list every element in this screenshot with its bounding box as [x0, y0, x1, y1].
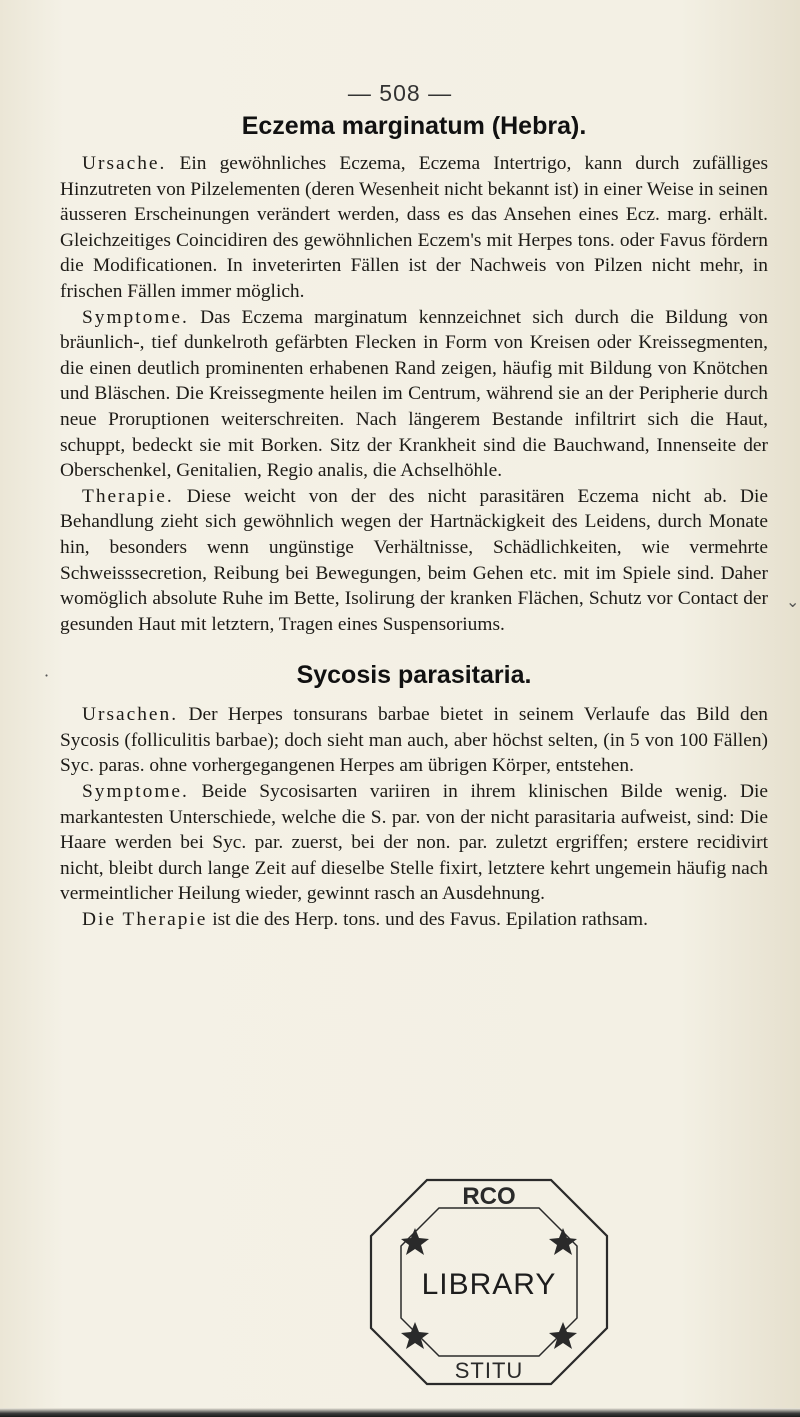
star-icon	[401, 1228, 429, 1255]
paragraph-lead: Symptome.	[82, 781, 189, 803]
paragraph-symptome	[60, 305, 768, 484]
star-icon	[549, 1228, 577, 1255]
paragraph-symptome-sycosis	[60, 779, 768, 907]
page-content	[60, 112, 768, 933]
section-title-sycosis-parasitaria: Sycosis parasitaria.	[296, 661, 532, 690]
paragraph-text: Der Herpes tonsurans barbae bietet in seinem Verlaufe das Bild den Sycosis (folliculitis barbae); doch sieht man auch, aber höchst selten, (in 5 von 100 Fällen) Syc. paras. ohne vorhergegangenen Herpes am übrigen Körper, entstehen.	[60, 704, 768, 777]
library-stamp	[355, 1162, 623, 1402]
page-number: — 508 —	[347, 80, 453, 106]
star-icon	[549, 1322, 577, 1349]
paragraph-text: Ein gewöhnliches Eczema, Eczema Intertrigo, kann durch zufälliges Hinzutreten von Pilzelementen (deren Wesenheit nicht bekannt ist) in einer Weise in seinen äusseren Erscheinungen verändert werden, dass es das Ansehen eines Ecz. marg. erhält. Gleichzeitiges Coincidiren des gewöhnlichen Eczem's mit Herpes tons. oder Favus fördern die Modificationen. In inveterirten Fällen ist der Nachweis von Pilzen nicht mehr, in frischen Fällen immer möglich.	[60, 153, 769, 302]
margin-mark: ⌄	[786, 592, 800, 611]
paragraph-ursache	[60, 151, 768, 305]
paragraph-lead: Symptome.	[82, 306, 189, 328]
paragraph-therapie-sycosis	[60, 907, 768, 933]
section-title-eczema-marginatum: Eczema marginatum (Hebra).	[241, 112, 587, 140]
paragraph-text: ist die des Herp. tons. und des Favus. Epilation rathsam.	[207, 909, 648, 931]
paragraph-lead: Die Therapie	[82, 909, 208, 931]
star-icon	[401, 1322, 429, 1349]
page-bottom-edge	[0, 1408, 800, 1417]
paragraph-text: Das Eczema marginatum kennzeichnet sich durch die Bildung von bräunlich-, tief dunkelroth gefärbten Flecken in Form von Kreisen oder Kreissegmenten, die einen deutlich prominenten erhabenen Rand zeigen, häufig mit Bildung von Knötchen und Bläschen. Die Kreissegmente heilen im Centrum, während sie an der Peripherie durch neue Proruptionen weiterschreiten. Nach längerem Bestande infiltrirt sich die Haut, schuppt, bedeckt sie mit Borken. Sitz der Krankheit sind die Bauchwand, Innenseite der Oberschenkel, Genitalien, Regio analis, die Achselhöhle.	[60, 306, 768, 482]
paragraph-lead: Ursache.	[82, 153, 167, 174]
paragraph-text: Diese weicht von der des nicht parasitären Eczema nicht ab. Die Behandlung zieht sich gewöhnlich wegen der Hartnäckigkeit des Leidens, durch Monate hin, besonders wenn ungünstige Verhältnisse, Schädlichkeiten, wie vermehrte Schweisssecretion, Reibung bei Bewegungen, beim Gehen etc. mit im Spiele sind. Daher womöglich absolute Ruhe im Bette, Isolirung der kranken Flächen, Schutz vor Contact der gesunden Haut mit letztern, Tragen eines Suspensoriums.	[60, 485, 768, 635]
paragraph-ursachen	[60, 702, 768, 779]
paragraph-lead: Therapie.	[82, 485, 174, 507]
stamp-bottom-text: STITU	[454, 1358, 524, 1383]
library-stamp-graphic	[355, 1162, 623, 1402]
stamp-top-text: RCO	[462, 1183, 516, 1210]
paragraph-therapie	[60, 484, 768, 638]
stamp-label: LIBRARY	[421, 1268, 557, 1301]
margin-mark: ·	[44, 666, 50, 685]
paragraph-text: Beide Sycosisarten variiren in ihrem klinischen Bilde wenig. Die markantesten Unterschiede, welche die S. par. von der nicht parasitaria aufweist, sind: Die Haare werden bei Syc. par. zuerst, bei der non. par. zuletzt ergriffen; erstere recidivirt nicht, bleibt durch lange Zeit auf dieselbe Stelle fixirt, letztere kehrt ungemein häufig nach vermeintlicher Heilung wieder, gewinnt rasch an Ausdehnung.	[60, 781, 768, 905]
paragraph-lead: Ursachen.	[82, 704, 179, 726]
